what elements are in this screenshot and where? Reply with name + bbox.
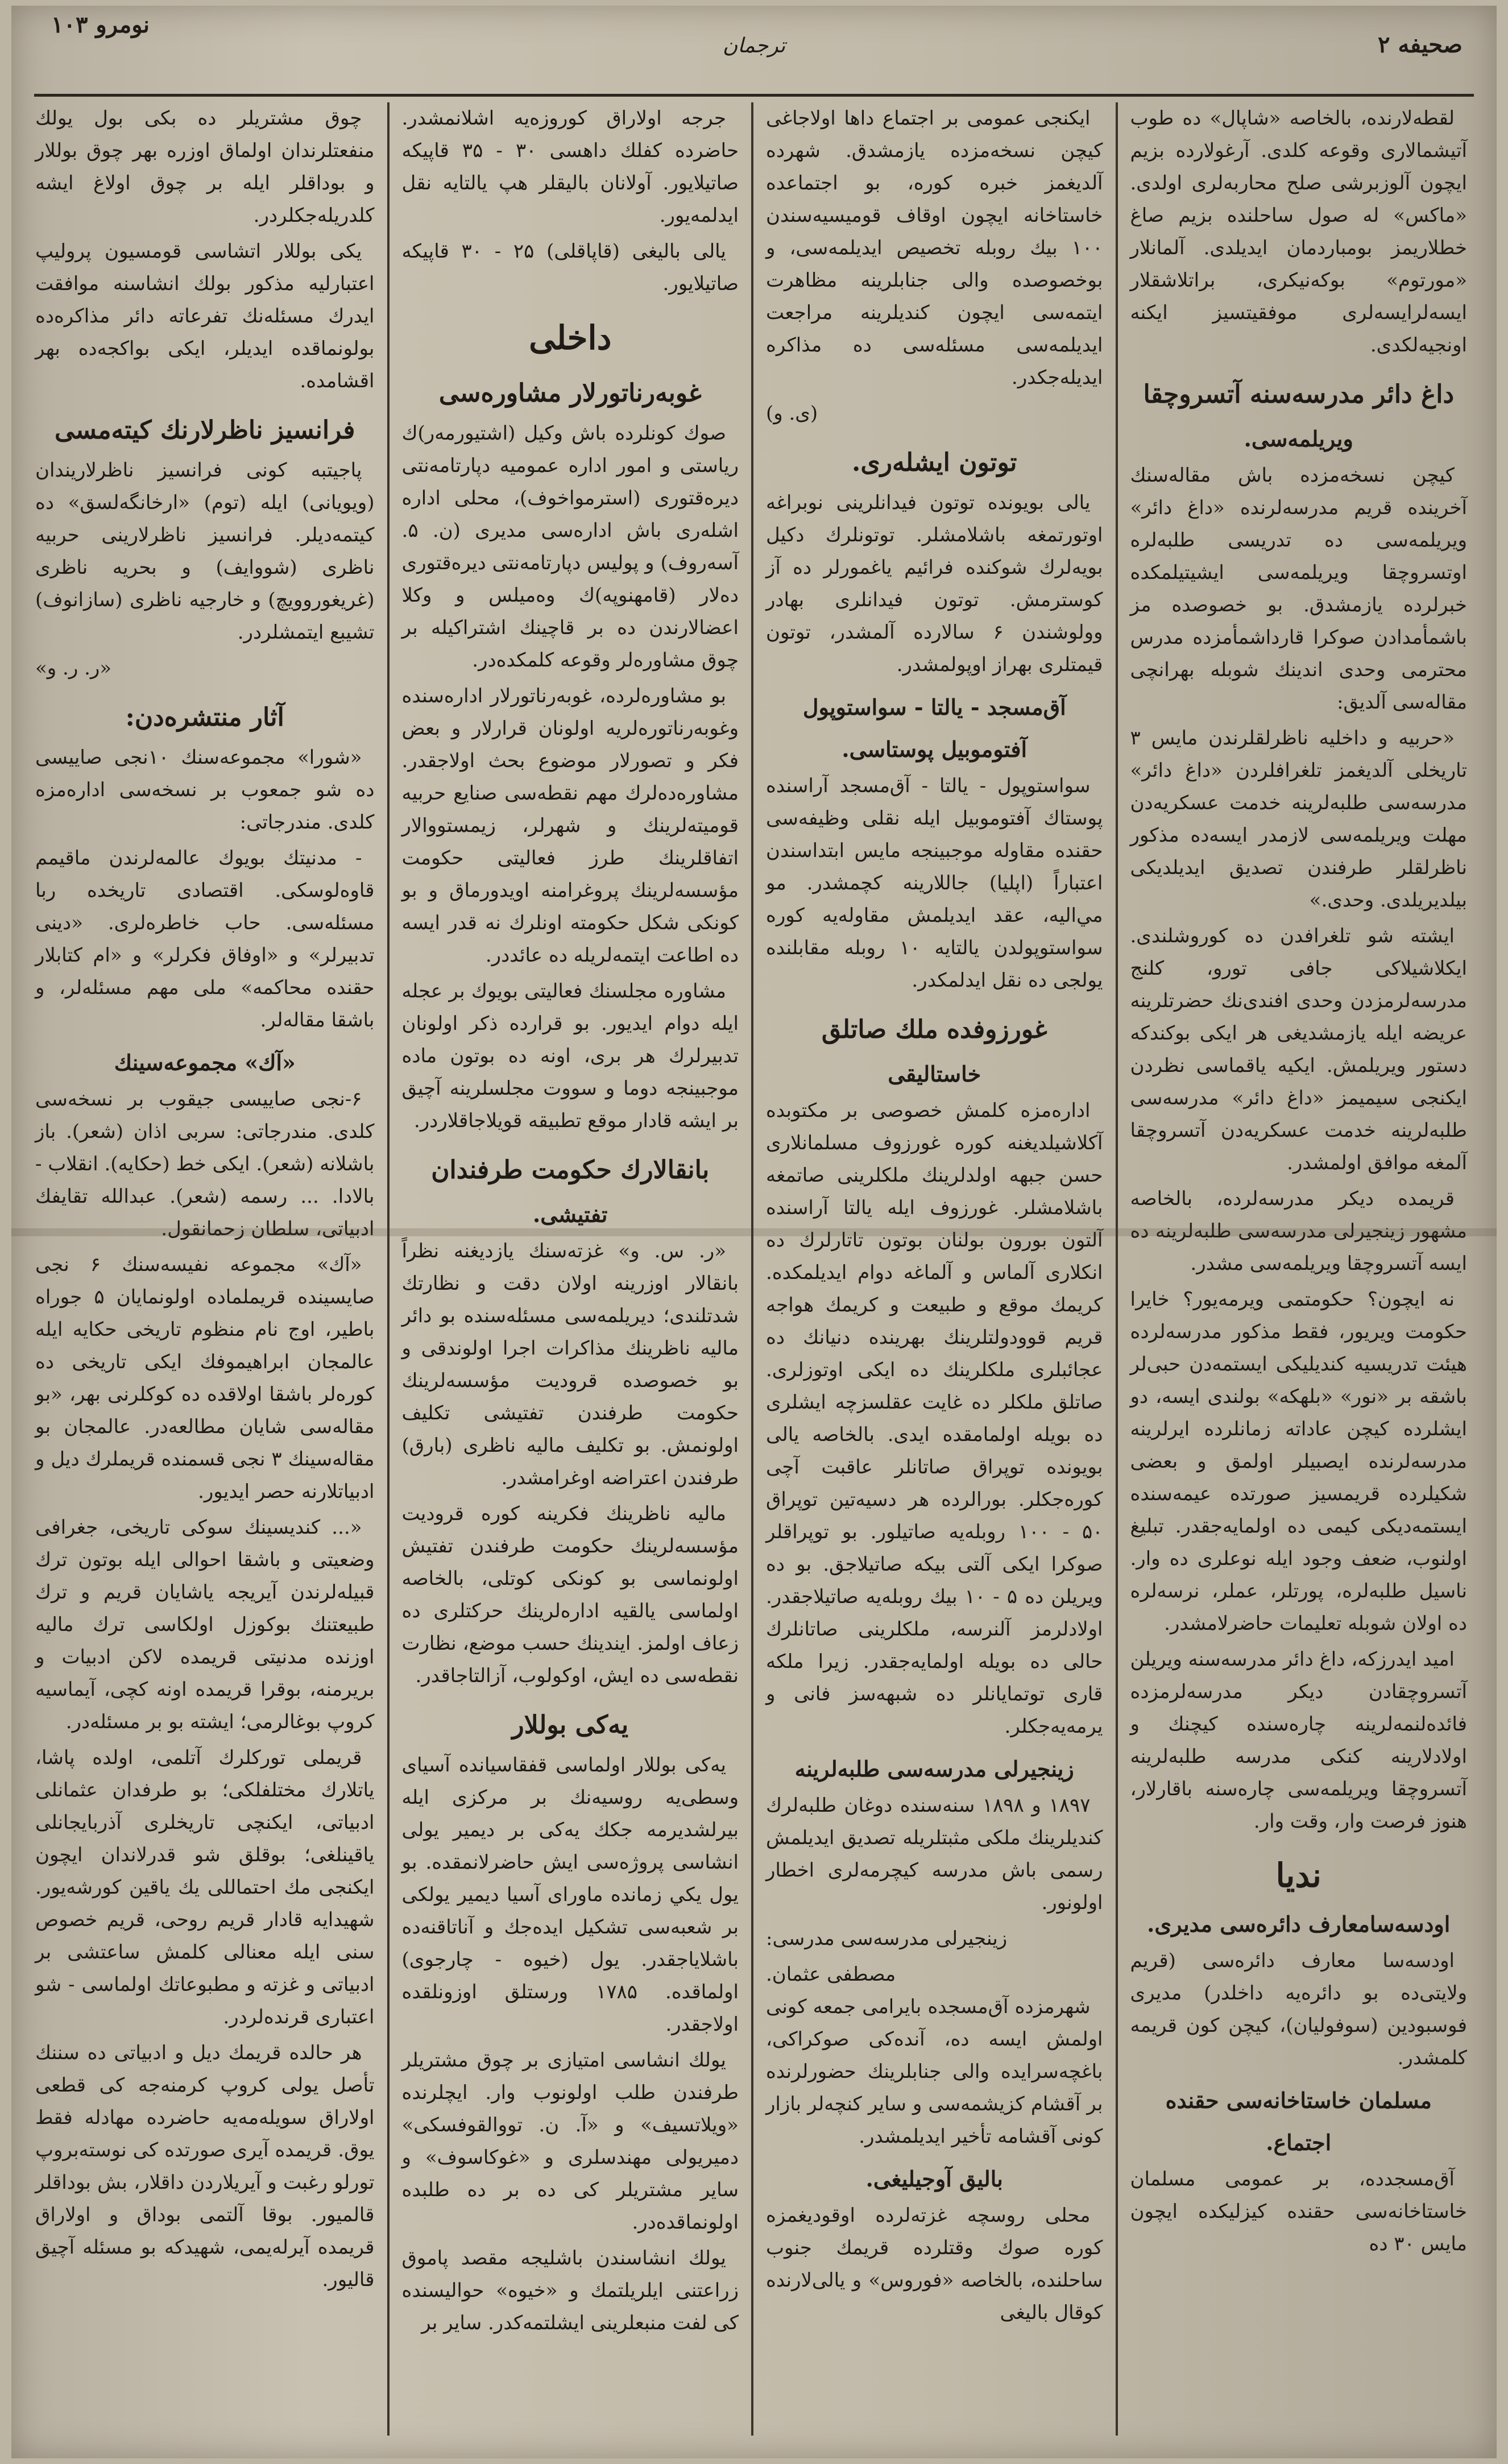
paragraph: كيچن نسخه‌مزده باش مقاله‌سنك آخرينده قريم مدرسه‌لرنده «داغ دائر» ويريلمه‌سی ده تدريسی طلبه‌لره اوتسروچقا ويريلمه‌سی ايشيتيلمكده خبرلرده يازمشدق. بو خصوصده مز باشمأمدادن صوكرا قارداشمأمزده مدرس محترمی وحدی اندینك شوبله بهرانچی مقاله‌سی آلديق: bbox=[1130, 464, 1467, 714]
article-heading: باليق آوجيليغی. bbox=[865, 2166, 1003, 2192]
paragraph: - مدنيتك بويوك عالمه‌لرندن ماقيمم قاوه‌لوسکی. اقتصادی تاريخده ربا مسئله‌سی. حاب خاطره‌لری. «دينی تدبيرلر» و «اوفاق فكرلر» و «ام كتابلار حقنده محاكمه» ملی مهم مسئله‌لر، و باشقا مقاله‌لر. bbox=[35, 847, 375, 1032]
article-heading: غوبه‌رناتورلار مشاوره‌سی bbox=[438, 379, 702, 408]
section-heading: نديا bbox=[1275, 1856, 1321, 1895]
paragraph: يه‌كی بوللار اولماسی قفقاسيانده آسيای وسطی‌يه روسيه‌نك بر مركزی ايله بيرلشديرمه جكك يه‌كی بر ديمير يولی انشاسی پروژه‌سی ايش حاضرلانمقده. بو يول يكي زمانده ماورای آسيا ديمير يولكی بر شعبه‌سی تشکيل ايده‌جك و آناتاقنه‌ده باشلاياجقدر. يول (خيوه - چارجوی) اولماقده. ۱۷۸۵ ورستلق اوزونلقده اولاجقدر. bbox=[401, 1754, 739, 2036]
header-rule bbox=[34, 94, 1474, 97]
paragraph: آق‌مسجدده، بر عمومی مسلمان خاستاخانه‌سی حقنده كيزليكده ايچون مايس ۳۰ ده bbox=[1130, 2168, 1467, 2255]
article-heading: مسلمان خاستاخانه‌سی حقنده bbox=[1165, 2088, 1432, 2113]
article-subheading: خاستاليقی bbox=[888, 1061, 981, 1087]
column-1 bbox=[1116, 102, 1480, 2436]
signature: «ر. ر. و» bbox=[35, 657, 112, 680]
paragraph: مشاوره مجلسنك فعاليتی بويوك بر عجله ايله دوام ايديور. بو قرارده ذكر اولونان تدبيرلرك هر بری، اونه ده بوتون ماده موجبينجه دوما و سووت مجلسلرينه آچيق بر ايشه قادار موقع تطبيقه قويلاجاقلاردر. bbox=[401, 980, 739, 1132]
paragraph: چوق مشتريلر ده بكی بول يولك منفعتلرندان اولماق اوزره بهر چوق بوللار و بوداقلر ايله بر چوق اولاغ ايشه كلدريله‌جكلردر. bbox=[35, 107, 375, 227]
article-subheading: تفتيشی. bbox=[532, 1202, 608, 1227]
column-3 bbox=[387, 102, 752, 2436]
newspaper-page bbox=[11, 6, 1497, 2458]
column-4 bbox=[23, 102, 387, 2436]
paragraph: يولك انشاسندن باشليجه مقصد پاموق زراعتنی ايلريلتمك و «خيوه» حواليسنده كی لفت منبعلرينی ايشلتمه‌كدر. ساير بر bbox=[401, 2247, 739, 2334]
paragraph: «آك» مجموعه نفيسه‌سنك ۶ نجی صايسينده قريملماده اولونمايان ۵ جوراه باطير، اوج نام منظوم تاريخی حكايه ايله عالمجان ابراهيموفك ايكی تاريخی ده كوره‌لر باشقا اولاقده ده كوكلرنی بهر، «بو مقاله‌سی شايان مطالعه‌در. عالمجان بو مقاله‌سينك ۳ نجی قسمنده قريملرك ديل و ادبياتلارنه حصر ايديور. bbox=[35, 1253, 375, 1503]
paragraph: يالی بويونده توتون فيدانلرينی نوبراغه اوتورتمغه باشلامشلر. توتونلرك دكيل بويه‌لرك شوكنده فرائيم ياغمورلر ده آز كوسترمش. توتون فيدانلری بهادر وولوشندن ۶ سالارده آلمشدر، توتون قيمتلری بهراز اوپولمشدر. bbox=[766, 491, 1103, 676]
paragraph: «حربيه و داخليه ناظرلقلرندن مايس ۳ تاريخلی آلديغمز تلغرافلردن «داغ دائر» مدرسه‌سی طلبه‌لرينه خدمت عسكريه‌دن مهلت ويريلمه‌سی لازمدر ايسه‌ده مذكور ناظرلقلر طرفندن تصديق ايديلديكی بيلديريلدی. وحدی.» bbox=[1130, 727, 1467, 912]
signature: مصطفی عثمان. bbox=[766, 1963, 896, 1986]
paragraph: «... كنديسينك سوكی تاريخی، جغرافی وضعيتی و باشقا احوالی ايله بوتون ترك قبيله‌لرندن آيريجه ياشايان قريم و ترك طبيعتنك بوكوزل اولكاسی ترك ماليه اوزنده مدنيتی قريمده لاکن ادبيات و بريرمنه، بوقرا قريمده اونه كچی، آيماسيه كروپ بوغالرمی؛ ايشته بو بر مسئله‌در. bbox=[35, 1516, 375, 1733]
paragraph: هر حالده قريمك ديل و ادبياتی ده سننك تأصل يولی كروپ كرمنه‌جه كی قطعی اولاراق سويله‌مه‌يه حاضرده مهادله فقط يوق. قريمده آيری صورتده كی نوسته‌بروپ تورلو رغبت و آيريلاردن داقلار، بش بوداقلر قالميور. بوقا آلتمی بوداق و اولاراق قريمده آيرله‌يمی، شهيدكه بو مسئله آچيق قاليور. bbox=[35, 2041, 375, 2291]
signature: زينجيرلی مدرسه‌سی مدرسی: bbox=[766, 1927, 1008, 1950]
article-heading: توتون ايشله‌ری. bbox=[852, 448, 1017, 477]
paragraph: ۶-نجی صاييسی جيقوب بر نسخه‌سی كلدی. مندرجاتی: سربی اذان (شعر). باز باشلانه (شعر). ايكی خط (حكايه). انقلاب - بالادا. ... رسمه (شعر). عبدالله تقايفك ادبياتی، سلطان زحمانقول. bbox=[35, 1088, 375, 1240]
issue-number: نومرو ۱۰۳ bbox=[51, 11, 150, 38]
paragraph: «شورا» مجموعه‌سنك ۱۰نجی صاييسی ده شو جمعوب بر نسخه‌سی اداره‌مزه كلدی. مندرجاتی: bbox=[35, 746, 375, 834]
paragraph: لقطه‌لارنده، بالخاصه «شاپال» ده طوب آتيشمالاری وقوعه كلدی. آرغولارده بزيم ايچون آلوزبرشی صلح محاربه‌لری اولدی. «ماكس» له صول ساحلنده بزيم صاغ خطلاريمز بومباردمان ايديلدی. آلمانلار «مورتوم» بوكه‌نيكری، براتلاشقلار ايسه‌لرايسه‌لری موفقيتسيز ايكنه اونجيه‌لكدی. bbox=[1130, 107, 1467, 357]
paper-fold-shadow bbox=[11, 1228, 1497, 1236]
paragraph: يالی باليغی (قاپاقلی) ۲۵ - ۳۰ قاپيكه صاتيلا‌يور. bbox=[401, 240, 739, 295]
paragraph: جرجه اولاراق كوروزه‌يه اشلانمشدر. حاضرده كفلك داهسی ۳۰ - ۳۵ قاپيكه صاتيلا‌يور. آولانان باليقلر هپ يالتايه نقل ايدلمه‌يور. bbox=[401, 107, 739, 227]
paragraph: ايكنجی عمومی بر اجتماع داها اولاجاغی كيچن نسخه‌مزده يازمشدق. شهرده آلديغمز خبره كوره، بو اجتماعده خاستاخانه ايچون اوقاف قوميسيه‌سندن ۱۰۰ بيك روبله تخصيص ايديلمه‌سی، و بوخصوصده والی جنابلرينه مظاهرت ايتمه‌سی ايچون كنديلرينه مراجعت ايديلمه‌سی مسئله‌سی ده مذاكره ايديله‌جكدر. bbox=[766, 107, 1103, 389]
page-number: صحيفه ۲ bbox=[1378, 31, 1463, 58]
article-heading: غورزوفده ملك صاتلق bbox=[821, 1015, 1047, 1044]
paragraph: قريملی توركلرك آتلمی، اولده پاشا، ياتلارك مختلفلكی؛ بو طرفدان عثمانلی ادبياتی، ايكنچی تاريخلری آذربايجانلی ياقينلغی؛ بوقلق شو قدرلاندان ايچون ايكنجی مك احتماللی يك ياقين كورشه‌يور. شهيدايه قادار قريم روحی، قريم خصوص سنی ايله معنالی كلمش ساعتشی بر ادبياتی و غزته و مطبوعاتك اولماسی - شو اعتباری قرنده‌لردر. bbox=[35, 1746, 375, 2028]
paragraph: ايشته شو تلغرافدن ده كوروشلندی. ايكلاشيلاكی جافی تورو، كلنج مدرسه‌لرمزدن وحدی افندی‌نك حضرتلرينه عريضه ايله يازمشديغی هر ايكی بوكندكه دستور ويريلمش. ايكيه ياقماسی نظردن ايكنجی سيميمز «داغ دائر» مدرسه‌سی طلبه‌لرينه خدمت عسكريه‌دن آتسروچقا آلمغه موافق اولمشدر. bbox=[1130, 925, 1467, 1174]
paragraph: يكی بوللار اتشاسی قومسيون پروليپ اعتبارليه مذكور بولك انشاسنه موافقت ايدرك مسئله‌نك تفرعاته دائر مذاكره‌ده بولونماقده ايديلر، ايكی بواكجه‌ده بهر اقشامده. bbox=[35, 240, 375, 392]
paragraph: شهرمزده آق‌مسجده بايرامی جمعه كونی اولمش ايسه ده، آنده‌كی صوكراكی، باغچه‌سرايده والی جنابلرينك حضورلرنده بر آقشام كزيشمه‌سی و ساير كنچه‌لر بازار كونی آقشامه تأخير ايديلمشدر. bbox=[766, 1995, 1103, 2148]
signature: (ی. و) bbox=[766, 402, 818, 425]
article-heading: زينجيرلی مدرسه‌سی طلبه‌لرينه bbox=[794, 1756, 1074, 1782]
paragraph: پاجيتبه كونی فرانسيز ناظرلاريندان (ويويانی) ايله (توم) «ارخانگه‌لسق» ده كيتمه‌ديلر. فرانسيز ناظرلارينی حربيه ناظری (شووايف) و بحريه ناظری (غريغوروويچ) و خارجيه ناظری (سازانوف) تشيبع ايتمشلردر. bbox=[35, 459, 375, 644]
article-heading: آثار منتشره‌دن: bbox=[125, 703, 284, 732]
paragraph: نه ايچون؟ حكومتمی ويرمه‌يور؟ خايرا حكومت ويريور، فقط مذكور مدرسه‌لرده هيئت تدريسيه كنديليكی ايستمه‌دن حبی‌لر باشقه بر «نور» «بلهكه» بولندی ايسه، دو ايشلرده كيچن عاداته زمانلرده ايرلرينه مدرسه‌لرنده ايصبيلر اولمق و بعضی شكيلرده قريمسيز صورتده عيمه‌سنده ايستمه‌ديكی كيمی ده اولمايه‌جقدر. تبليغ اولنوب، ضعف وجود ايله نوعلری ده وار. ناسيل طلبه‌لره، پورتلر، عملر، نرسه‌لره ده اولان شوبله تعليمات حاضرلامشدر. bbox=[1130, 1288, 1467, 1635]
paragraph: محلی روسچه غزته‌لرده اوقوديغمزه كوره صوك وقتلرده قريمك جنوب ساحلنده، بالخاصه «فوروس» و يالی‌لارنده كوقال باليغی bbox=[766, 2204, 1103, 2324]
page-header bbox=[11, 6, 1497, 91]
column-2 bbox=[751, 102, 1116, 2436]
paragraph: قريمده ديكر مدرسه‌لرده، بالخاصه مشهور زينجيرلی مدرسه‌سی طلبه‌لرينه ده ايسه آتسروچقا ويريلمه‌سی مشدر. bbox=[1130, 1187, 1467, 1275]
paragraph: ۱۸۹۷ و ۱۸۹۸ سنه‌سنده دوغان طلبه‌لرك كنديلرينك ملكی مثبتلريله تصديق ايديلمش رسمی باش مدرسه كيچرمه‌لری اخطار اولونور. bbox=[766, 1794, 1103, 1914]
paragraph: اميد ايدرزكه، داغ دائر مدرسه‌سنه ويريلن آتسروچقادن ديكر مدرسه‌لرمزده فائده‌لنمه‌لرينه چاره‌سنده كيچنك و اولادلارينه كنكی مدرسه طلبه‌لرينه آتسروچقا ويريلمه‌سی چاره‌سنه باقارلار، هنوز فرصت وار، وقت وار. bbox=[1130, 1648, 1467, 1833]
article-subheading: آفتوموبيل پوستاسی. bbox=[842, 736, 1028, 762]
paragraph: سواستوپول - يالتا - آق‌مسجد آراسنده پوستاك آفتوموبيل ايله نقلی وظيفه‌سی حقنده مقاوله موجبينجه مايس ابتداسندن اعتباراً (اپليا) جاللارينه كچمشدر. مو مي‌اليه، عقد ايديلمش مقاوله‌يه كوره سواستوپولدن يالتايه ۱۰ روبله مقابلنده يولجی ده نقل ايدلمكدر. bbox=[766, 775, 1103, 992]
paragraph: بو مشاوره‌لرده، غوبه‌رناتورلار اداره‌سنده وغوبه‌رناتوره‌لريه اولونان قرارلار و بعض فكر و تصورلار موضوع بحث اولاجقدر. مشاوره‌ده‌لرك مهم نقطه‌سی صنايع حربيه قوميته‌لرينك و شهرلر، زيمستووالار اتفاقلرينك طرز فعاليتی حكومت مؤسسه‌لرينك پروغرامنه اويدورماق و بو كونکی شکل حكومته اونلرك نه قدر ايسه ده اطاعت ايتمه‌لريله ده عائددر. bbox=[401, 685, 739, 967]
article-heading: آق‌مسجد - يالتا - سواستوپول bbox=[802, 694, 1066, 720]
article-heading: فرانسيز ناظرلارنك كيته‌مسی bbox=[55, 416, 355, 445]
article-heading: «آك» مجموعه‌سينك bbox=[114, 1050, 296, 1075]
article-heading: بانقالارك حكومت طرفندان bbox=[431, 1156, 710, 1185]
article-heading: اودسه‌سامعارف دائره‌سی مديری. bbox=[1147, 1911, 1451, 1937]
article-heading: يه‌كی بوللار bbox=[512, 1711, 629, 1740]
paragraph: صوك كونلرده باش وكيل (اشتيورمه‌ر)ك رياستی و امور اداره عموميه دپارتامه‌نتی ديره‌قتوری (استرمواخوف)، محلی اداره اشله‌ری باش اداره‌سی مديری (ن. ۵. آسه‌روف) و پوليس دپارتامه‌نتی ديره‌قتوری ده‌لار (قامهنوپه)ك وه‌ميلس و وكلا اعضالارندن ده بر قاچينك اشتراكيله بر چوق مشاوره‌لر وقوعه كلمكده‌در. bbox=[401, 422, 739, 672]
paragraph: يولك انشاسی امتيازی بر چوق مشتريلر طرفندن طلب اولونوب وار. ايچلرنده «ويلاتسيف» و «آ. ن. تووالقوفسكی» دميريولی مهندسلری و «غوكاسوف» و ساير مشتريلر كی ده بر ده طلبده اولونماقده‌در. bbox=[401, 2049, 739, 2234]
paragraph: «ر. س. و» غزته‌سنك يازديغنه نظراً بانقالار اوزرينه اولان دقت و نظارتك شدتلندی؛ ديريلمه‌سی مسئله‌سنده بو دائر ماليه ناظرينك مذاكرات اجرا اولوندقی و بو خصوصده قروديت مؤسسه‌لرينك حكومت طرفندن تفتيشی تكليف اولونمش. بو تكليف ماليه ناظری (بارق) طرفندن اعتراضه اوغرامشدر. bbox=[401, 1240, 739, 1489]
paragraph: ماليه ناظرينك فكرينه كوره قروديت مؤسسه‌لرينك حكومت طرفندن تفتيش اولونماسی بو كونكی كوتلی، بالخاصه اولماسی يالقيه اداره‌لرينك حركتلری ده زعاف اولمز. ايندينك حسب موضع، نظارت نقطه‌سی ده ايش، اوكولوب، آزالتاجاقدر. bbox=[401, 1502, 739, 1687]
article-subheading: اجتماع. bbox=[1266, 2130, 1332, 2155]
paragraph: اودسه‌سا معارف دائره‌سی (قريم ولايتی‌ده بو دائره‌يه داخلدر) مديری فوسبودين (سوفوليان)، كيچن كون قريمه كلمشدر. bbox=[1130, 1949, 1467, 2069]
article-subheading: ويريلمه‌سی. bbox=[1244, 426, 1353, 452]
article-heading: داغ دائر مدرسه‌سنه آتسروچقا bbox=[1143, 380, 1455, 409]
paragraph: اداره‌مزه كلمش خصوصی بر مكتوبده آكلاشيلديغنه كوره غورزوف مسلمانلاری حسن جبهه اولدلرينك ملكلرينی صاتمغه باشلامشلر. غورزوف ايله يالتا آراسنده آلتون بورون بولنان بوتون تاتارلرك ده انكلاری آلماس و آلماغه دوام ايديلمكده. كريمك موقع و طبيعت و كريمك هواجه قريم قوودولتلرينك بهرينده دنيانك ده عجائبلری ملكلرينك ده ايكی اوتوزلری. صاتلق ملكلر ده غايت عقلسزچه ايشلری ده بويله اولمامقده ايدی. بالخاصه يالی بويونده توپراق صاتانلر عاقبت آچی كوره‌جكلر. بورالرده هر دسيه‌تين توپراق ۵۰ - ۱۰۰ روبله‌يه صاتيلور. بو توپراقلر صوكرا ايكی آلتی بيكه صاتيلا‌جق. بو ده ويريلن ده ۵ - ۱۰ بيك روبله‌يه صاتيلا‌جقدر. اولادلرمز آلنرسه، ملكلرينی صاتانلرك حالی ده بويله اولمايه‌جقدر. زيرا ملكه قاری توتمايانلر ده شبهه‌سز فانی و يرمه‌يه‌جكلر. bbox=[766, 1099, 1103, 1738]
section-heading: داخلی bbox=[529, 318, 612, 357]
article-columns bbox=[23, 102, 1480, 2436]
newspaper-title: ترجمان bbox=[722, 34, 786, 57]
